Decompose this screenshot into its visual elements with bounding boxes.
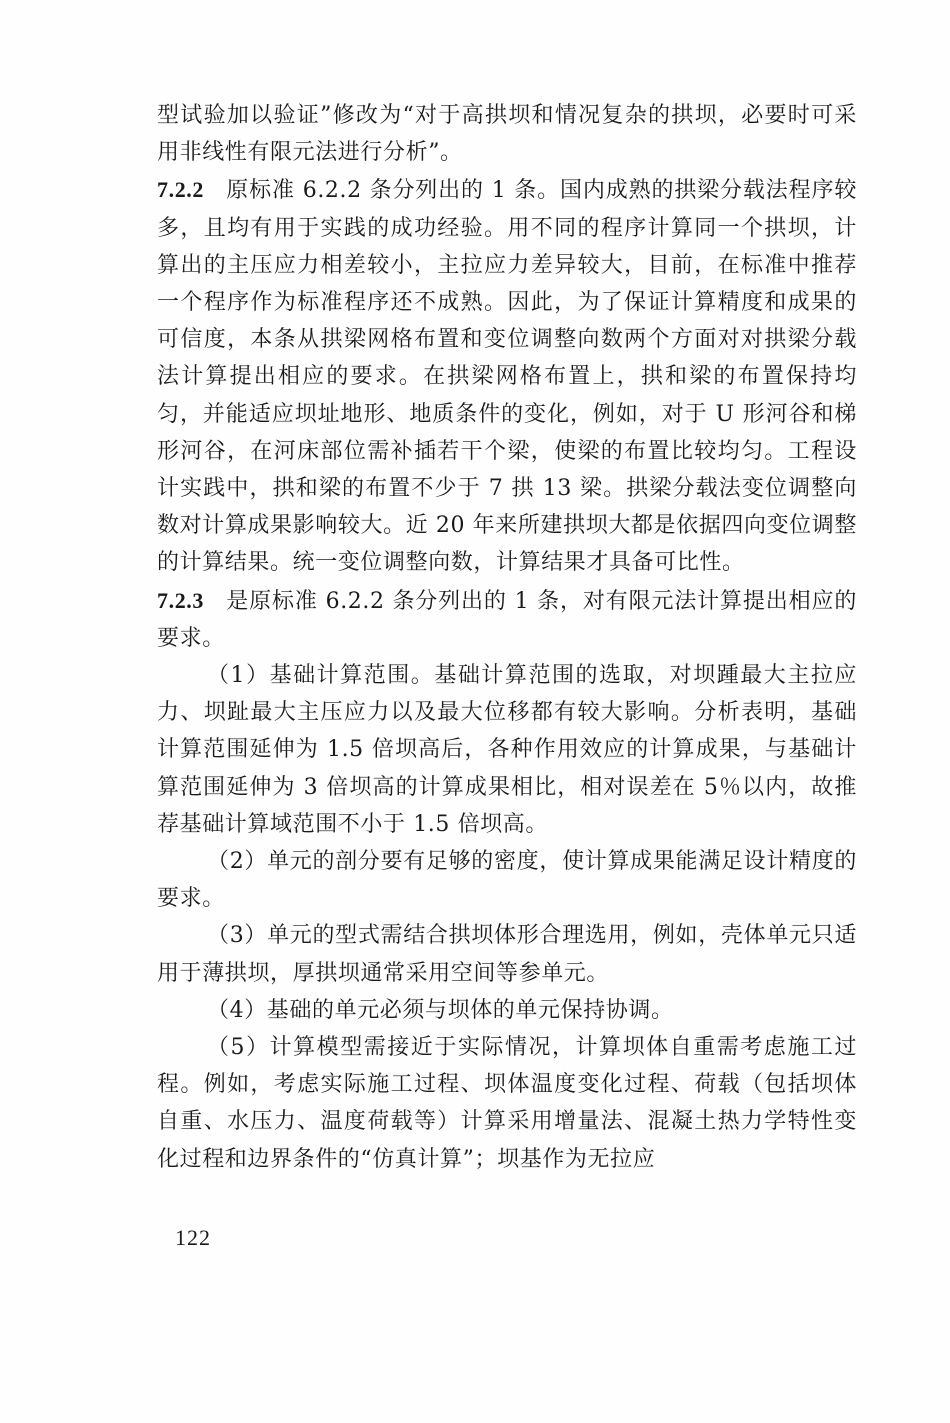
list-item-4: （4）基础的单元必须与坝体的单元保持协调。 <box>207 997 674 1023</box>
page-number: 122 <box>175 1225 211 1250</box>
list-item-5: （5）计算模型需接近于实际情况，计算坝体自重需考虑施工过程。例如，考虑实际施工过程、坝体温度变化过程、荷载（包括坝体自重、水压力、温度荷载等）计算采用增量法、混凝土热力学特性变化过程和边界条件的“仿真计算”；坝基作为无拉应 <box>157 1035 857 1172</box>
section-7-2-2 <box>157 171 857 581</box>
list-item-2: （2）单元的剖分要有足够的密度，使计算成果能满足设计精度的要求。 <box>157 849 857 912</box>
section-7-2-3 <box>157 582 857 657</box>
list-item-1: （1）基础计算范围。基础计算范围的选取，对坝踵最大主拉应力、坝趾最大主压应力以及最大位移都有较大影响。分析表明，基础计算范围延伸为 1.5 倍坝高后，各种作用效应的计算成果，与基础计算范围延伸为 3 倍坝高的计算成果相比，相对误差在 5％以内，故推荐基础计算域范围不小于 1.5 倍坝高。 <box>157 663 857 837</box>
body-text <box>157 97 857 1178</box>
list-item-3: （3）单元的型式需结合拱坝体形合理选用，例如，壳体单元只适用于薄拱坝，厚拱坝通常采用空间等参单元。 <box>157 923 857 986</box>
paragraph-continuation: 型试验加以验证”修改为“对于高拱坝和情况复杂的拱坝，必要时可采用非线性有限元法进行分析”。 <box>157 103 857 166</box>
section-text: 是原标准 6.2.2 条分列出的 1 条，对有限元法计算提出相应的要求。 <box>157 588 857 651</box>
section-number: 7.2.2 <box>157 177 204 203</box>
section-text: 原标准 6.2.2 条分列出的 1 条。国内成熟的拱梁分载法程序较多，且均有用于实践的成功经验。用不同的程序计算同一个拱坝，计算出的主压应力相差较小，主拉应力差异较大，目前，在标准中推荐一个程序作为标准程序还不成熟。因此，为了保证计算精度和成果的可信度，本条从拱梁网格布置和变位调整向数两个方面对对拱梁分载法计算提出相应的要求。在拱梁网格布置上，拱和梁的布置保持均匀，并能适应坝址地形、地质条件的变化，例如，对于 U 形河谷和梯形河谷，在河床部位需补插若干个梁，使梁的布置比较均匀。工程设计实践中，拱和梁的布置不少于 7 拱 13 梁。拱梁分载法变位调整向数对计算成果影响较大。近 20 年来所建拱坝大都是依据四向变位调整的计算结果。统一变位调整向数，计算结果才具备可比性。 <box>157 178 857 576</box>
section-number: 7.2.3 <box>157 587 204 613</box>
